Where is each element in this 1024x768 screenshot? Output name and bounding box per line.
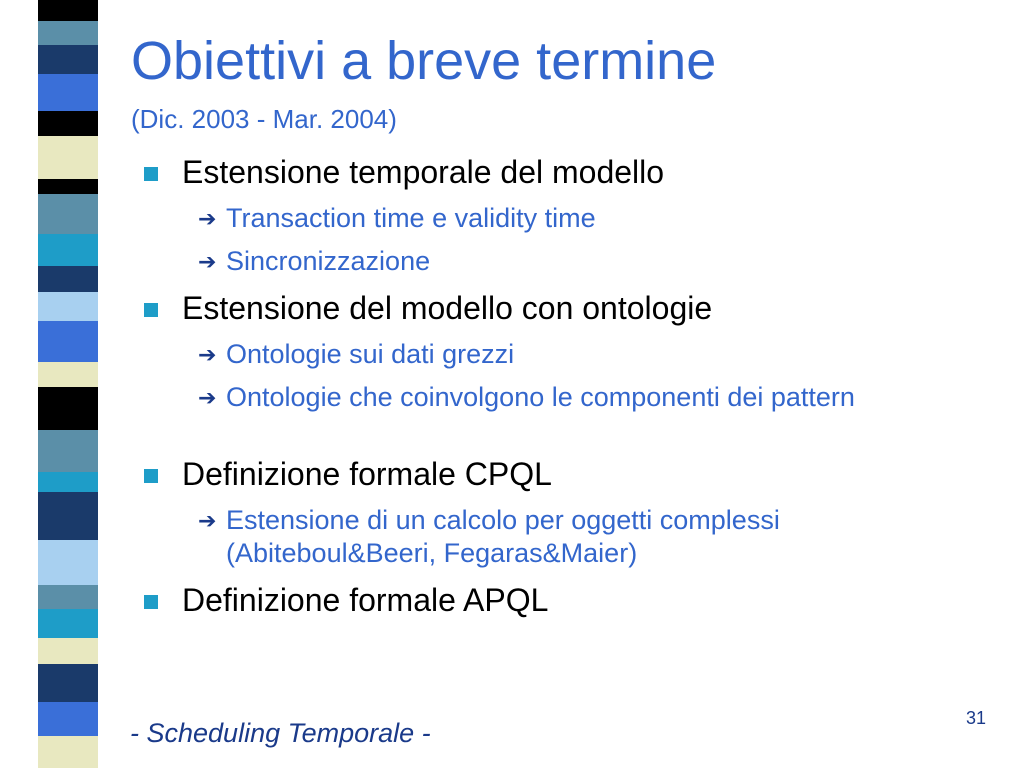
sub-bullet-item (142, 381, 962, 414)
square-bullet-icon (144, 303, 158, 317)
strip-block (38, 492, 98, 539)
strip-block (38, 609, 98, 637)
bullet-text: Definizione formale CPQL (182, 456, 552, 492)
arrow-right-icon: ➔ (198, 508, 217, 533)
bullet-item (142, 288, 962, 328)
bullet-text: Definizione formale APQL (182, 582, 549, 618)
arrow-right-icon: ➔ (198, 249, 217, 274)
arrow-right-icon: ➔ (198, 385, 217, 410)
strip-block (38, 540, 98, 585)
strip-block (38, 179, 98, 194)
arrow-right-icon: ➔ (198, 342, 217, 367)
page-number: 31 (966, 708, 987, 728)
strip-block (38, 702, 98, 736)
sub-bullet-item (142, 338, 962, 371)
strip-block (38, 136, 98, 179)
strip-block (38, 266, 98, 292)
strip-block (38, 45, 98, 73)
strip-block (38, 387, 98, 430)
strip-block (38, 430, 98, 472)
strip-block (38, 472, 98, 493)
sub-bullet-text: Transaction time e validity time (226, 203, 596, 233)
bullet-item (142, 454, 962, 494)
slide-title: Obiettivi a breve termine (131, 31, 717, 91)
strip-block (38, 321, 98, 363)
strip-block (38, 736, 98, 768)
sub-bullet-text: Estensione di un calcolo per oggetti complessi (Abiteboul&Beeri, Fegaras&Maier) (226, 505, 780, 568)
square-bullet-icon (144, 167, 158, 181)
bullet-text: Estensione del modello con ontologie (182, 290, 713, 326)
sub-bullet-item (142, 202, 962, 235)
sub-bullet-text: Ontologie che coinvolgono le componenti dei pattern (226, 382, 855, 412)
bullet-text: Estensione temporale del modello (182, 154, 665, 190)
strip-block (38, 194, 98, 234)
strip-block (38, 664, 98, 702)
sub-bullet-item (142, 504, 962, 570)
sub-bullet-text: Ontologie sui dati grezzi (226, 339, 515, 369)
square-bullet-icon (144, 595, 158, 609)
strip-block (38, 638, 98, 664)
decorative-strip (38, 0, 98, 768)
strip-block (38, 111, 98, 136)
arrow-right-icon: ➔ (198, 206, 217, 231)
slide-subtitle: (Dic. 2003 - Mar. 2004) (131, 104, 397, 134)
strip-block (38, 0, 98, 21)
slide-footer: - Scheduling Temporale - (130, 718, 431, 748)
bullet-item (142, 580, 962, 620)
sub-bullet-item (142, 245, 962, 278)
strip-block (38, 585, 98, 610)
sub-bullet-text: Sincronizzazione (226, 246, 431, 276)
strip-block (38, 21, 98, 46)
strip-block (38, 292, 98, 320)
strip-block (38, 234, 98, 266)
strip-block (38, 74, 98, 112)
bullet-list (142, 152, 962, 620)
strip-block (38, 362, 98, 387)
bullet-item (142, 152, 962, 192)
square-bullet-icon (144, 469, 158, 483)
